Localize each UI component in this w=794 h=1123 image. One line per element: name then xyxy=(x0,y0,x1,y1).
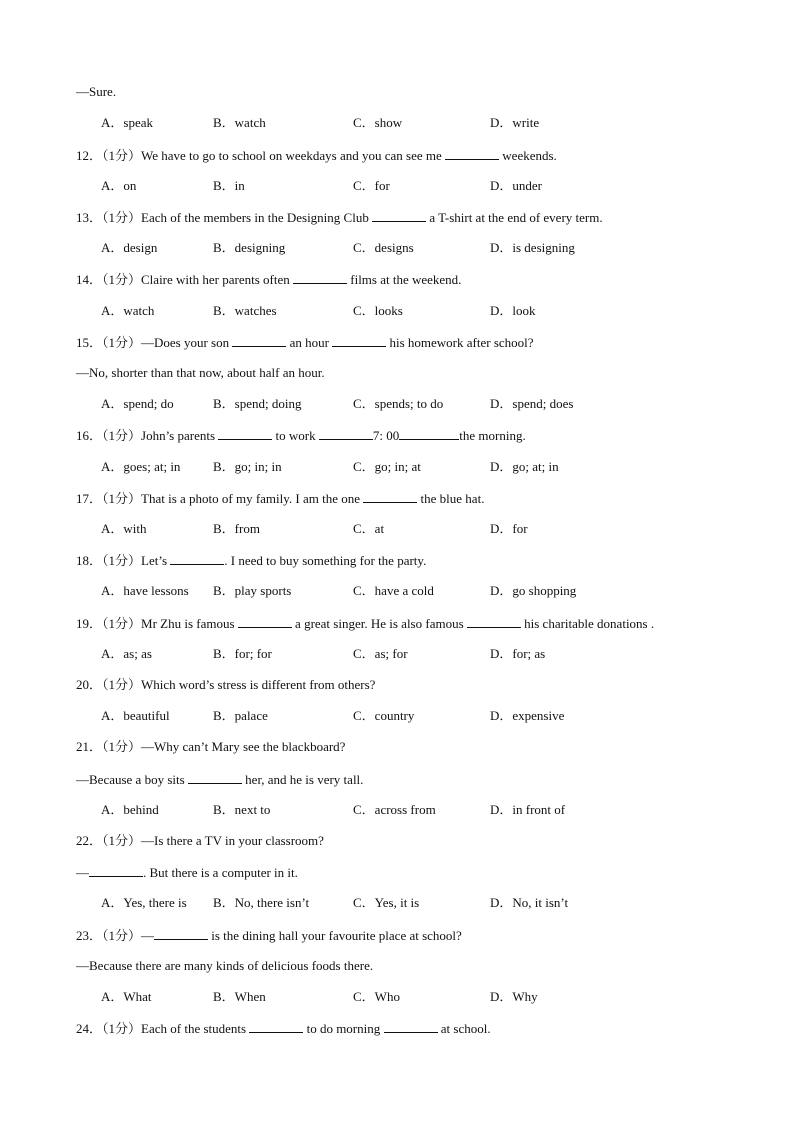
q22-options xyxy=(0,895,794,911)
q16-options xyxy=(0,459,794,475)
option-b[interactable]: B．for; for xyxy=(213,646,272,661)
option-b[interactable]: B．No, there isn’t xyxy=(213,895,310,910)
option-a[interactable]: A．beautiful xyxy=(101,708,170,723)
answer-blank xyxy=(154,927,208,940)
option-b[interactable]: B．watch xyxy=(213,115,266,130)
option-d[interactable]: D．look xyxy=(490,303,536,318)
option-b[interactable]: B．designing xyxy=(213,240,286,255)
question-23: 23．（1分）— is the dining hall your favourite place at school? xyxy=(76,928,462,943)
q18-options xyxy=(0,583,794,599)
question-12: 12．（1分）We have to go to school on weekdays and you can see me weekends. xyxy=(76,148,557,163)
option-d[interactable]: D．expensive xyxy=(490,708,565,723)
option-b[interactable]: B．from xyxy=(213,521,260,536)
option-d[interactable]: D．go shopping xyxy=(490,583,577,598)
option-a[interactable]: A．speak xyxy=(101,115,153,130)
option-d[interactable]: D．in front of xyxy=(490,802,566,817)
answer-blank xyxy=(445,147,499,160)
option-c[interactable]: C．show xyxy=(353,115,403,130)
option-b[interactable]: B．play sports xyxy=(213,583,292,598)
question-21-response: —Because a boy sits her, and he is very tall. xyxy=(76,772,364,787)
option-a[interactable]: A．with xyxy=(101,521,147,536)
option-c[interactable]: C．spends; to do xyxy=(353,396,444,411)
question-18: 18．（1分）Let’s . I need to buy something for the party. xyxy=(76,553,427,568)
option-c[interactable]: C．country xyxy=(353,708,415,723)
option-a[interactable]: A．What xyxy=(101,989,152,1004)
option-a[interactable]: A．design xyxy=(101,240,158,255)
option-a[interactable]: A．goes; at; in xyxy=(101,459,181,474)
previous-answer-line: —Sure. xyxy=(76,84,117,99)
answer-blank xyxy=(384,1020,438,1033)
q21-options xyxy=(0,802,794,818)
option-d[interactable]: D．for; as xyxy=(490,646,546,661)
option-b[interactable]: B．next to xyxy=(213,802,271,817)
q14-options xyxy=(0,303,794,319)
option-c[interactable]: C．looks xyxy=(353,303,403,318)
question-24: 24．（1分）Each of the students to do morning at school. xyxy=(76,1021,491,1036)
option-b[interactable]: B．When xyxy=(213,989,266,1004)
option-c[interactable]: C．across from xyxy=(353,802,436,817)
answer-blank xyxy=(188,771,242,784)
question-21: 21．（1分）—Why can’t Mary see the blackboard? xyxy=(76,739,346,754)
answer-blank xyxy=(293,271,347,284)
option-a[interactable]: A．behind xyxy=(101,802,159,817)
option-c[interactable]: C．designs xyxy=(353,240,414,255)
answer-blank xyxy=(319,427,373,440)
q13-options xyxy=(0,240,794,256)
option-b[interactable]: B．in xyxy=(213,178,245,193)
option-b[interactable]: B．go; in; in xyxy=(213,459,282,474)
option-d[interactable]: D．Why xyxy=(490,989,538,1004)
option-d[interactable]: D．go; at; in xyxy=(490,459,559,474)
q23-options xyxy=(0,989,794,1005)
question-15-response: —No, shorter than that now, about half an hour. xyxy=(76,365,325,380)
question-19: 19．（1分）Mr Zhu is famous a great singer. He is also famous his charitable donations . xyxy=(76,616,655,631)
option-c[interactable]: C．go; in; at xyxy=(353,459,421,474)
option-a[interactable]: A．as; as xyxy=(101,646,152,661)
option-a[interactable]: A．have lessons xyxy=(101,583,189,598)
answer-blank xyxy=(218,427,272,440)
option-a[interactable]: A．spend; do xyxy=(101,396,174,411)
q19-options xyxy=(0,646,794,662)
answer-blank xyxy=(249,1020,303,1033)
question-22: 22．（1分）—Is there a TV in your classroom? xyxy=(76,833,324,848)
question-23-response: —Because there are many kinds of delicious foods there. xyxy=(76,958,374,973)
option-c[interactable]: C．at xyxy=(353,521,385,536)
option-a[interactable]: A．on xyxy=(101,178,137,193)
q11-options xyxy=(0,115,794,131)
answer-blank xyxy=(372,209,426,222)
answer-blank xyxy=(170,552,224,565)
option-c[interactable]: C．as; for xyxy=(353,646,408,661)
option-c[interactable]: C．have a cold xyxy=(353,583,434,598)
q15-options xyxy=(0,396,794,412)
q20-options xyxy=(0,708,794,724)
question-16: 16．（1分）John’s parents to work 7: 00 the morning. xyxy=(76,428,526,443)
question-20: 20．（1分）Which word’s stress is different from others? xyxy=(76,677,376,692)
answer-blank xyxy=(399,427,459,440)
option-d[interactable]: D．for xyxy=(490,521,528,536)
option-b[interactable]: B．watches xyxy=(213,303,277,318)
q12-options xyxy=(0,178,794,194)
option-d[interactable]: D．is designing xyxy=(490,240,575,255)
question-14: 14．（1分）Claire with her parents often films at the weekend. xyxy=(76,272,462,287)
question-22-response: — . But there is a computer in it. xyxy=(76,865,298,880)
option-d[interactable]: D．write xyxy=(490,115,540,130)
option-c[interactable]: C．Who xyxy=(353,989,400,1004)
option-c[interactable]: C．for xyxy=(353,178,390,193)
answer-blank xyxy=(238,615,292,628)
option-b[interactable]: B．palace xyxy=(213,708,268,723)
option-d[interactable]: D．No, it isn’t xyxy=(490,895,569,910)
answer-blank xyxy=(232,334,286,347)
answer-blank xyxy=(467,615,521,628)
question-13: 13．（1分）Each of the members in the Designing Club a T-shirt at the end of every term. xyxy=(76,210,603,225)
answer-blank xyxy=(89,864,143,877)
option-d[interactable]: D．under xyxy=(490,178,542,193)
option-c[interactable]: C．Yes, it is xyxy=(353,895,420,910)
q17-options xyxy=(0,521,794,537)
option-d[interactable]: D．spend; does xyxy=(490,396,574,411)
question-15: 15．（1分）—Does your son an hour his homework after school? xyxy=(76,335,534,350)
answer-blank xyxy=(332,334,386,347)
question-17: 17．（1分）That is a photo of my family. I am the one the blue hat. xyxy=(76,491,485,506)
option-a[interactable]: A．watch xyxy=(101,303,155,318)
option-b[interactable]: B．spend; doing xyxy=(213,396,302,411)
option-a[interactable]: A．Yes, there is xyxy=(101,895,187,910)
answer-blank xyxy=(363,490,417,503)
